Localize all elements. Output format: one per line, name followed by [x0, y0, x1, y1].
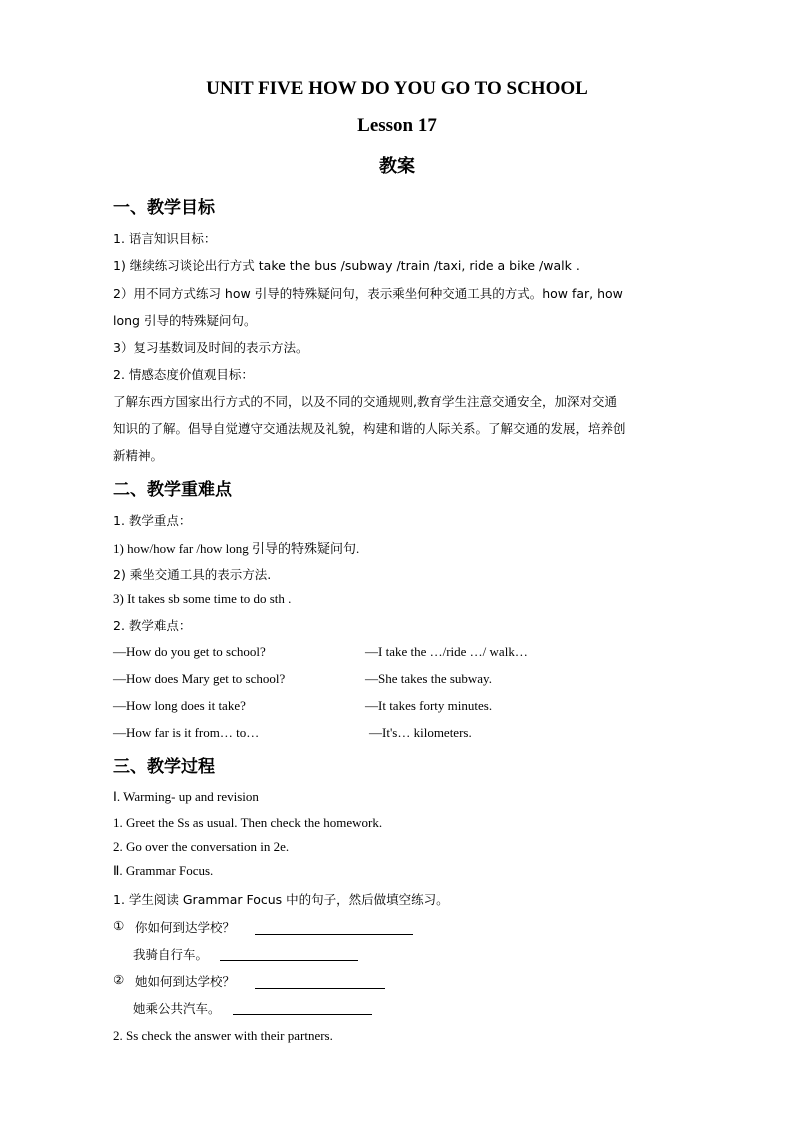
dialogue-answer: —I take the …/ride …/ walk…: [365, 644, 528, 659]
objective-paragraph-line-2: 知识的了解。倡导自觉遵守交通法规及礼貌，构建和谐的人际关系。了解交通的发展，培养创: [113, 421, 626, 436]
objective-paragraph-line-3: 新精神。: [113, 448, 164, 463]
process-part-1: Ⅰ. Warming- up and revision: [113, 789, 259, 804]
section-heading-key-points: 二、教学重难点: [113, 480, 232, 500]
process-step-1: 1. Greet the Ss as usual. Then check the homework.: [113, 815, 383, 830]
dialogue-question: —How long does it take?: [113, 698, 246, 713]
exercise-1-answer-blank[interactable]: [220, 946, 358, 961]
exercise-2-answer-blank[interactable]: [233, 1000, 372, 1015]
exercise-2-question: 她如何到达学校？: [135, 974, 236, 989]
exercise-1-question: 你如何到达学校？: [135, 920, 236, 935]
section-heading-process: 三、教学过程: [113, 757, 215, 777]
objective-item-3: 3）复习基数词及时间的表示方法。: [113, 340, 309, 355]
lesson-title: Lesson 17: [357, 115, 437, 136]
exercise-1-number: ①: [113, 918, 125, 933]
objective-sub-emotion: 2. 情感态度价值观目标：: [113, 367, 254, 382]
exercise-2-answer: 她乘公共汽车。: [133, 1001, 221, 1016]
key-points-sub: 1. 教学重点：: [113, 513, 192, 528]
key-point-item-3: 3) It takes sb some time to do sth .: [113, 591, 292, 606]
exercise-1-question-blank[interactable]: [255, 920, 413, 935]
dialogue-question: —How do you get to school?: [113, 644, 266, 659]
dialogue-answer: —It takes forty minutes.: [365, 698, 493, 713]
dialogue-question: —How does Mary get to school?: [113, 671, 286, 686]
dialogue-question: —How far is it from… to…: [113, 725, 260, 740]
dialogue-answer: —It's… kilometers.: [369, 725, 472, 740]
process-step-3: 1. 学生阅读 Grammar Focus 中的句子，然后做填空练习。: [113, 892, 449, 907]
objective-item-1: 1) 继续练习谈论出行方式 take the bus /subway /train /taxi, ride a bike /walk .: [113, 258, 580, 273]
doc-type-title: 教案: [379, 156, 415, 177]
key-point-item-1: 1) how/how far /how long 引导的特殊疑问句.: [113, 541, 360, 556]
exercise-2-number: ②: [113, 972, 125, 987]
objective-paragraph-line-1: 了解东西方国家出行方式的不同，以及不同的交通规则,教育学生注意交通安全，加深对交通: [113, 394, 617, 409]
exercise-2-question-blank[interactable]: [255, 974, 385, 989]
process-part-2: Ⅱ. Grammar Focus.: [113, 863, 214, 878]
objective-item-2a: 2）用不同方式练习 how 引导的特殊疑问句，表示乘坐何种交通工具的方式。how far, how: [113, 286, 623, 301]
difficult-points-sub: 2. 教学难点：: [113, 618, 192, 633]
process-step-4: 2. Ss check the answer with their partners.: [113, 1028, 333, 1043]
section-heading-objectives: 一、教学目标: [113, 198, 215, 218]
dialogue-answer: —She takes the subway.: [365, 671, 492, 686]
objective-item-2b: long 引导的特殊疑问句。: [113, 313, 257, 328]
unit-title: UNIT FIVE HOW DO YOU GO TO SCHOOL: [206, 78, 588, 99]
key-point-item-2: 2) 乘坐交通工具的表示方法.: [113, 567, 272, 582]
process-step-2: 2. Go over the conversation in 2e.: [113, 839, 290, 854]
exercise-1-answer: 我骑自行车。: [133, 947, 209, 962]
objective-sub-language: 1. 语言知识目标：: [113, 231, 217, 246]
